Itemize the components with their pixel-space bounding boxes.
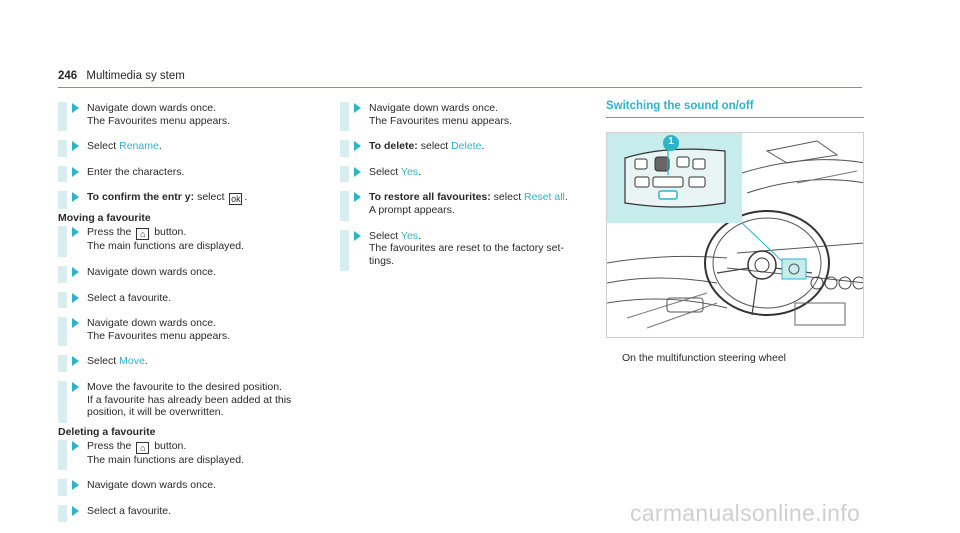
column-middle	[340, 102, 590, 280]
step-line: The favourites are reset to the factory set-	[369, 242, 564, 255]
step-block	[58, 292, 328, 309]
step-item	[58, 479, 328, 496]
step-line: .	[144, 355, 148, 368]
arrow-icon	[72, 356, 79, 366]
step-text	[87, 440, 328, 467]
step-line: Select	[369, 229, 401, 242]
step-block	[58, 191, 328, 209]
arrow-icon	[72, 293, 79, 303]
header-rule	[58, 87, 862, 88]
arrow-icon	[72, 441, 79, 451]
section-title: Switching the sound on/off	[606, 100, 754, 112]
step-item	[58, 381, 328, 423]
step-block	[58, 355, 328, 372]
step-line: .	[418, 165, 421, 178]
menu-link-yes[interactable]: Yes	[400, 165, 419, 178]
step-text	[369, 140, 590, 153]
step-block	[58, 166, 328, 183]
step-text	[369, 230, 590, 268]
step-line: Move the favourite to the desired position.	[87, 380, 282, 393]
step-text: Select a favourite.	[87, 291, 172, 304]
menu-link-rename[interactable]: Rename	[119, 140, 159, 153]
step-line: The Favourites menu appears.	[369, 114, 512, 127]
step-line: If a favourite has already been added at this	[87, 393, 292, 406]
arrow-icon	[72, 506, 79, 516]
step-line: select	[417, 140, 452, 153]
step-line: The Favourites menu appears.	[87, 114, 230, 127]
step-bold: To delete:	[369, 140, 418, 153]
step-block	[340, 230, 590, 272]
column-left	[58, 102, 328, 531]
step-item	[58, 191, 328, 209]
step-block	[58, 140, 328, 157]
step-line: Navigate down wards once.	[87, 102, 216, 114]
step-block	[58, 226, 328, 257]
menu-link-move[interactable]: Move	[119, 355, 145, 368]
step-line: Press the	[87, 439, 135, 452]
step-line: position, it will be overwritten.	[87, 406, 224, 419]
header-text	[58, 70, 185, 82]
step-line: The main functions are displayed.	[87, 453, 245, 466]
step-block	[58, 505, 328, 522]
step-item	[58, 505, 328, 522]
step-line: Press the	[87, 226, 135, 239]
step-line: Navigate down wards once.	[369, 102, 498, 114]
step-block	[58, 266, 328, 283]
step-item	[58, 355, 328, 372]
step-item	[58, 440, 328, 471]
step-text	[369, 102, 590, 127]
step-text	[87, 102, 328, 127]
arrow-icon	[72, 141, 79, 151]
step-item	[340, 102, 590, 131]
step-item	[340, 166, 590, 183]
step-block	[58, 102, 328, 131]
step-block	[340, 140, 590, 157]
step-item	[58, 140, 328, 157]
page-number: 246	[58, 70, 78, 82]
step-line: .	[244, 191, 248, 204]
step-line: select	[490, 191, 525, 204]
step-block	[58, 440, 328, 471]
figure-caption: On the multifunction steering wheel	[622, 352, 787, 364]
car-interior-drawing	[607, 133, 864, 338]
step-bold: To confirm the entr y:	[87, 191, 195, 204]
callout-number: 1	[668, 136, 674, 147]
step-line: button.	[151, 226, 187, 239]
step-text	[87, 191, 328, 205]
arrow-icon	[354, 231, 361, 241]
step-text	[369, 191, 590, 216]
heading-moving-favourite: Moving a favourite	[58, 212, 151, 225]
arrow-icon	[72, 382, 79, 392]
step-text: Select a favourite.	[87, 504, 172, 517]
step-line: button.	[151, 439, 187, 452]
steering-wheel-illustration	[606, 132, 864, 338]
step-text	[87, 355, 328, 368]
step-text: Navigate down wards once.	[87, 265, 216, 278]
arrow-icon	[354, 192, 361, 202]
step-line: The Favourites menu appears.	[87, 329, 230, 342]
arrow-icon	[354, 141, 361, 151]
step-text	[87, 381, 328, 419]
arrow-icon	[72, 480, 79, 490]
step-line: .	[481, 140, 485, 153]
step-bold: To restore all favourites:	[369, 191, 491, 204]
step-line: .	[564, 191, 568, 204]
menu-link-delete[interactable]: Delete	[451, 140, 482, 153]
header-title: Multimedia sy stem	[86, 70, 185, 82]
arrow-icon	[72, 192, 79, 202]
step-text	[369, 166, 590, 179]
home-button-icon: ⌂	[136, 442, 149, 454]
menu-link-reset-all[interactable]: Reset all	[524, 191, 565, 204]
step-line: The main functions are displayed.	[87, 240, 245, 253]
step-block	[340, 191, 590, 220]
step-text	[87, 226, 328, 253]
home-button-icon: ⌂	[136, 228, 149, 240]
arrow-icon	[354, 167, 361, 177]
watermark: carmanualsonline.info	[630, 500, 861, 526]
arrow-icon	[72, 267, 79, 277]
step-block	[58, 381, 328, 423]
column-right	[606, 100, 864, 364]
step-item	[58, 292, 328, 309]
step-line: .	[158, 140, 162, 153]
arrow-icon	[72, 167, 79, 177]
step-item	[58, 166, 328, 183]
step-line: Navigate down wards once.	[87, 317, 216, 330]
step-line: .	[418, 229, 421, 242]
arrow-icon	[72, 103, 79, 113]
step-line: A prompt appears.	[369, 203, 455, 216]
step-item	[58, 226, 328, 257]
step-item	[58, 317, 328, 346]
step-block	[340, 102, 590, 131]
arrow-icon	[72, 318, 79, 328]
arrow-icon	[72, 227, 79, 237]
menu-link-yes[interactable]: Yes	[400, 229, 419, 242]
step-line: Select	[87, 355, 120, 368]
step-text	[87, 317, 328, 342]
step-line: Select	[369, 165, 401, 178]
step-text: Enter the characters.	[87, 165, 185, 178]
step-item	[58, 266, 328, 283]
step-text	[87, 140, 328, 153]
step-item	[340, 191, 590, 220]
step-block	[58, 479, 328, 496]
arrow-icon	[354, 103, 361, 113]
step-line: select	[194, 191, 228, 204]
step-item	[340, 140, 590, 157]
heading-deleting-favourite: Deleting a favourite	[58, 425, 156, 438]
ok-button-icon: ok	[231, 194, 241, 205]
step-line: Select	[87, 140, 120, 153]
section-rule	[606, 117, 864, 118]
step-block	[58, 317, 328, 346]
step-block	[340, 166, 590, 183]
step-item	[340, 230, 590, 272]
step-item	[58, 102, 328, 131]
step-text: Navigate down wards once.	[87, 479, 216, 492]
step-line: tings.	[369, 254, 395, 267]
